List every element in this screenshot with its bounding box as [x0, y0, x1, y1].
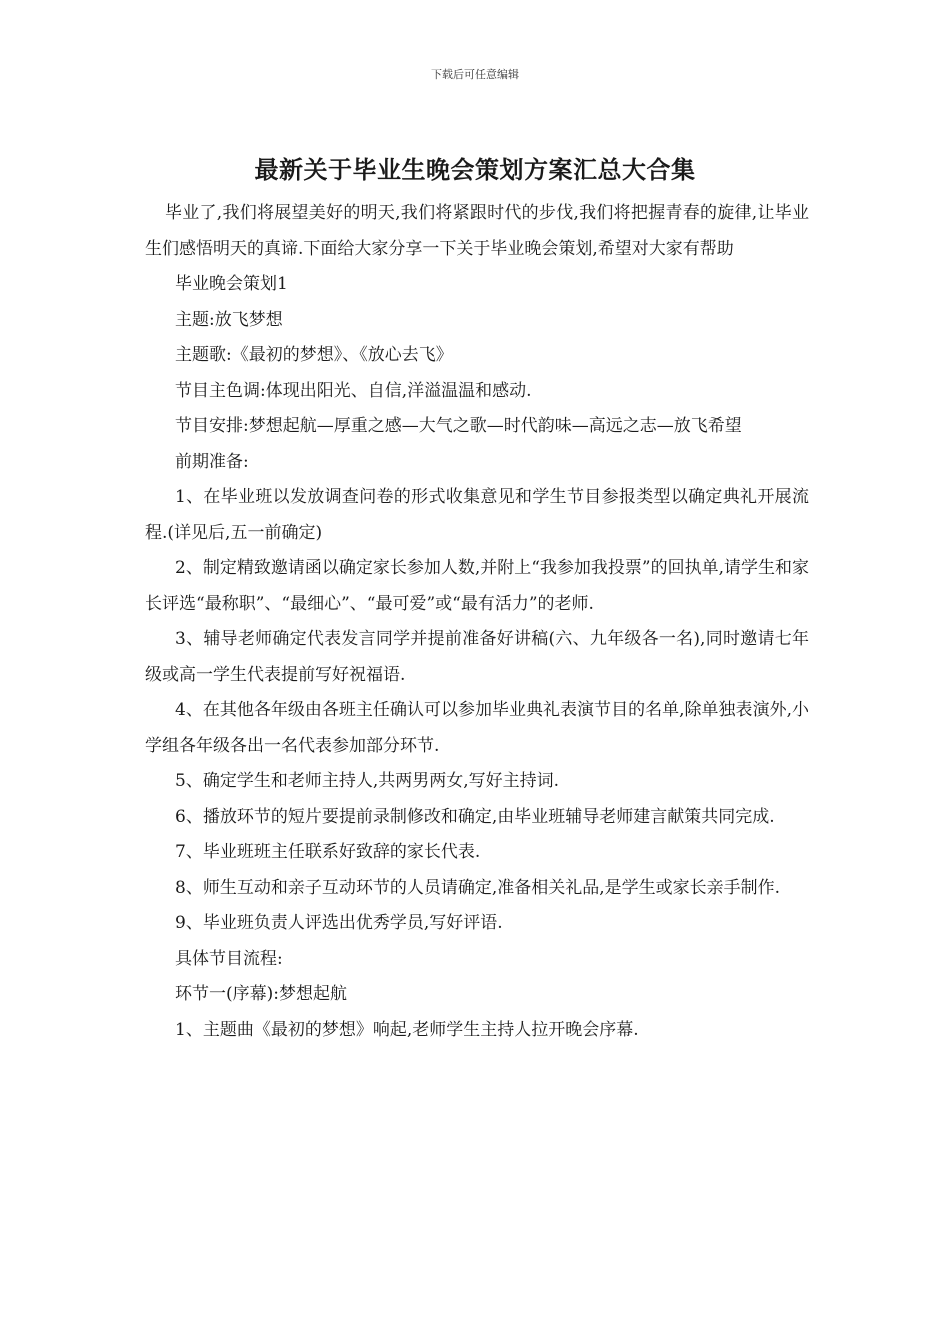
list-item: 1、主题曲《最初的梦想》响起,老师学生主持人拉开晚会序幕. [175, 1019, 639, 1040]
paragraph-arrangement: 节目安排:梦想起航—厚重之感—大气之歌—时代韵味—高远之志—放飞希望 [175, 416, 742, 436]
list-item: 6、播放环节的短片要提前录制修改和确定,由毕业班辅导老师建言献策共同完成. [175, 806, 775, 827]
paragraph-preparation-heading: 前期准备: [175, 451, 249, 472]
document-title: 最新关于毕业生晚会策划方案汇总大合集 [254, 155, 696, 184]
list-item: 5、确定学生和老师主持人,共两男两女,写好主持词. [175, 771, 560, 791]
list-item: 4、在其他各年级由各班主任确认可以参加毕业典礼表演节目的名单,除单独表演外,小学组各年级各出一名代表参加部分环节. [145, 700, 809, 756]
section-heading: 毕业晚会策划1 [175, 274, 288, 294]
document-body [145, 196, 809, 1048]
paragraph-program-heading: 具体节目流程: [175, 948, 283, 969]
list-item: 3、辅导老师确定代表发言同学并提前准备好讲稿(六、九年级各一名),同时邀请七年级或高一学生代表提前写好祝福语. [145, 629, 809, 685]
paragraph-theme-song: 主题歌:《最初的梦想》、《放心去飞》 [175, 345, 453, 365]
list-item: 9、毕业班负责人评选出优秀学员,写好评语. [175, 913, 503, 933]
list-item: 8、师生互动和亲子互动环节的人员请确定,准备相关礼品,是学生或家长亲手制作. [175, 877, 781, 898]
header-note: 下载后可任意编辑 [431, 68, 519, 81]
list-item: 1、在毕业班以发放调查问卷的形式收集意见和学生节目参报类型以确定典礼开展流程.(详见后,五一前确定) [145, 487, 809, 543]
paragraph-theme: 主题:放飞梦想 [175, 309, 283, 330]
list-item: 2、制定精致邀请函以确定家长参加人数,并附上“我参加我投票”的回执单,请学生和家长评选“最称职”、“最细心”、“最可爱”或“最有活力”的老师. [145, 558, 810, 614]
list-item: 7、毕业班班主任联系好致辞的家长代表. [175, 842, 481, 862]
paragraph-segment-one: 环节一(序幕):梦想起航 [175, 984, 347, 1004]
intro-paragraph: 毕业了,我们将展望美好的明天,我们将紧跟时代的步伐,我们将把握青春的旋律,让毕业生们感悟明天的真谛.下面给大家分享一下关于毕业晚会策划,希望对大家有帮助 [145, 203, 809, 259]
paragraph-tone: 节目主色调:体现出阳光、自信,洋溢温温和感动. [175, 380, 532, 401]
